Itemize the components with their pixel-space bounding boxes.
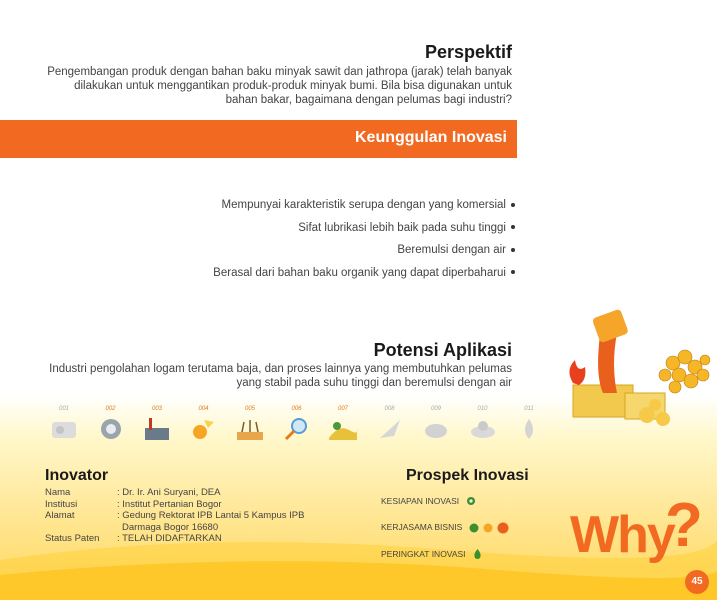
why-logo: Why <box>570 506 674 564</box>
money-bag-icon <box>482 521 494 533</box>
palm-oil-illustration <box>555 305 717 435</box>
list-item: Beremulsi dengan air <box>213 243 515 266</box>
kerjasama-bisnis-row: KERJASAMA BISNIS <box>381 520 510 534</box>
list-item: Mempunyai karakteristik serupa dengan yang komersial <box>213 198 515 221</box>
factory-icon: 003 <box>135 406 179 447</box>
bullet-icon <box>511 248 515 252</box>
potensi-text: Industri pengolahan logam terutama baja, dan proses lainnya yang membutuhkan pelumas yang stabil pada suhu tinggi dan beremulsi dengan air <box>49 363 512 389</box>
inovator-title: Inovator <box>45 467 109 484</box>
machine-icon: 002 <box>89 406 133 447</box>
info-row-alamat: Alamat : Gedung Rektorat IPB Lantai 5 Kampus IPB <box>45 510 305 521</box>
keunggulan-banner <box>0 120 517 158</box>
landscape-icon: 007 <box>321 406 365 447</box>
page-number: 45 <box>685 570 709 594</box>
prospek-title: Prospek Inovasi <box>406 467 529 484</box>
list-item: Sifat lubrikasi lebih baik pada suhu tinggi <box>213 221 515 244</box>
keunggulan-list <box>213 198 515 288</box>
list-item: Berasal dari bahan baku organik yang dapat diperbaharui <box>213 266 515 289</box>
bullet-icon <box>511 203 515 207</box>
peringkat-inovasi-row: PERINGKAT INOVASI <box>381 548 483 560</box>
money-bag-icon <box>468 521 480 533</box>
application-icon-strip <box>42 406 554 447</box>
info-row-alamat-cont: Darmaga Bogor 16680 <box>122 521 219 533</box>
flame-icon <box>472 548 483 560</box>
bullet-icon <box>511 270 515 274</box>
bullet-icon <box>511 225 515 229</box>
perspektif-text: Pengembangan produk dengan bahan baku minyak sawit dan jathropa (jarak) telah banyak dilakukan untuk menggantikan produk-produk minyak bumi. Bila bisa digunakan untuk bahan bakar, bagaimana dengan pelumas bagi industri? <box>47 66 512 106</box>
info-row-nama: Nama : Dr. Ir. Ani Suryani, DEA <box>45 487 221 498</box>
inovator-info-table <box>45 487 347 545</box>
keunggulan-title: Keunggulan Inovasi <box>354 129 507 146</box>
energy-icon: 004 <box>182 406 226 447</box>
plant-icon: 008 <box>368 406 412 447</box>
gear-icon: 001 <box>42 406 86 447</box>
animal-icon: 009 <box>414 406 458 447</box>
potensi-title: Potensi Aplikasi <box>373 340 512 360</box>
info-row-institusi: Institusi : Institut Pertanian Bogor <box>45 498 222 510</box>
water-icon: 011 <box>507 406 551 447</box>
perspektif-title: Perspektif <box>424 42 512 62</box>
info-row-status-paten: Status Paten : TELAH DIDAFTARKAN <box>45 533 222 544</box>
agriculture-icon: 005 <box>228 406 272 447</box>
money-bag-icon <box>496 520 510 534</box>
why-question-mark: ? <box>665 491 703 560</box>
gear-icon <box>465 495 477 507</box>
kesiapan-inovasi-row: KESIAPAN INOVASI <box>381 495 477 507</box>
environment-icon: 010 <box>461 406 505 447</box>
research-icon: 006 <box>275 406 319 447</box>
